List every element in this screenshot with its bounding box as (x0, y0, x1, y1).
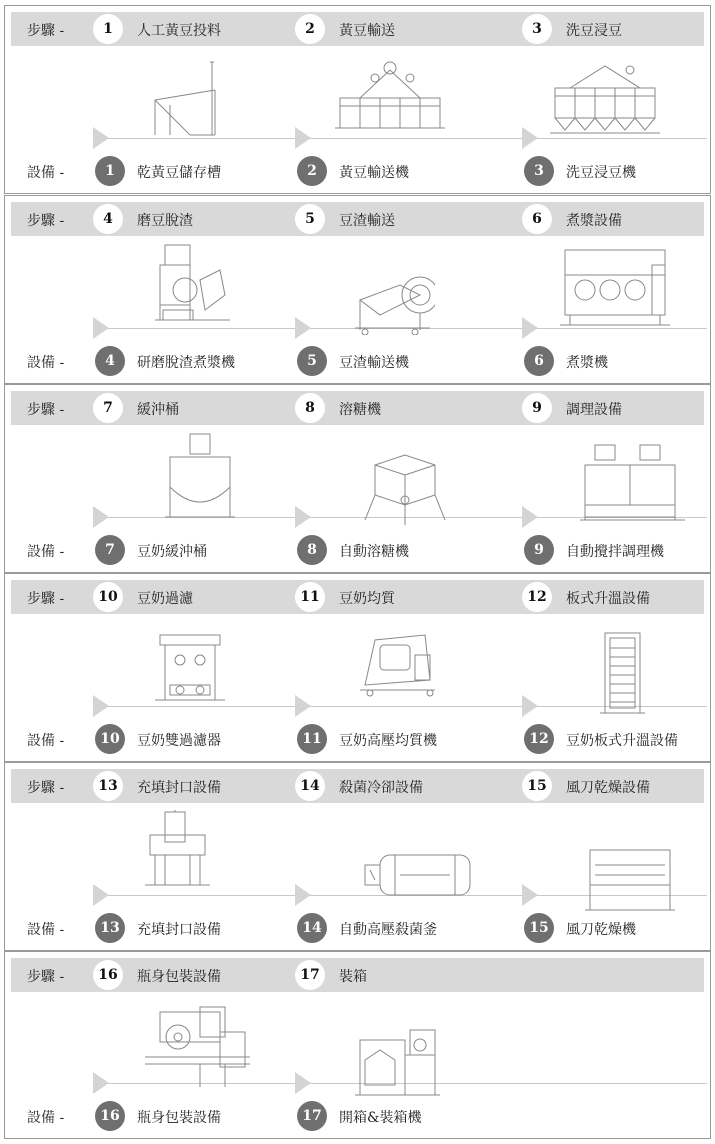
equipment-name: 豆奶板式升溫設備 (566, 733, 678, 749)
filter-icon (150, 630, 230, 705)
equipment-label: 設備 - (27, 355, 65, 371)
flow-arrow (295, 506, 311, 528)
flow-arrow (93, 317, 109, 339)
equipment-number-badge: 17 (297, 1101, 327, 1131)
flow-arrow (295, 127, 311, 149)
sugar-dissolver-icon (360, 445, 450, 530)
equipment-name: 充填封口設備 (137, 922, 221, 938)
labeler-icon (140, 1002, 255, 1092)
equipment-number-badge: 5 (297, 346, 327, 376)
equipment-name: 豆奶緩沖桶 (137, 544, 207, 560)
equipment-label: 設備 - (27, 733, 65, 749)
step-name: 風刀乾燥設備 (566, 780, 650, 796)
equipment-name: 乾黃豆儲存槽 (137, 165, 221, 181)
equipment-name: 開箱&裝箱機 (339, 1110, 422, 1126)
step-label: 步驟 - (27, 402, 65, 418)
grinder-icon (155, 240, 235, 325)
step-number-badge: 10 (93, 582, 123, 612)
equipment-name: 黃豆輸送機 (339, 165, 409, 181)
step-name: 瓶身包裝設備 (137, 969, 221, 985)
step-number-badge: 8 (295, 393, 325, 423)
step-number-badge: 7 (93, 393, 123, 423)
equipment-number-badge: 3 (524, 156, 554, 186)
equipment-number-badge: 16 (95, 1101, 125, 1131)
equipment-name: 自動高壓殺菌釜 (339, 922, 437, 938)
step-number-badge: 3 (522, 14, 552, 44)
flow-arrow (93, 1072, 109, 1094)
equipment-label: 設備 - (27, 922, 65, 938)
plate-heater-icon (590, 628, 650, 718)
equipment-name: 洗豆浸豆機 (566, 165, 636, 181)
autoclave-icon (360, 840, 475, 900)
step-number-badge: 15 (522, 771, 552, 801)
step-name: 黃豆輸送 (339, 23, 395, 39)
step-number-badge: 11 (295, 582, 325, 612)
equipment-number-badge: 6 (524, 346, 554, 376)
equipment-number-badge: 9 (524, 535, 554, 565)
flow-arrow (522, 317, 538, 339)
step-name: 煮漿設備 (566, 213, 622, 229)
step-name: 洗豆浸豆 (566, 23, 622, 39)
cooker-icon (560, 245, 675, 330)
equipment-number-badge: 1 (95, 156, 125, 186)
step-label: 步驟 - (27, 213, 65, 229)
equipment-number-badge: 13 (95, 913, 125, 943)
buffer-tank-icon (160, 432, 240, 522)
equipment-name: 豆渣輸送機 (339, 355, 409, 371)
equipment-number-badge: 2 (297, 156, 327, 186)
step-number-badge: 16 (93, 960, 123, 990)
equipment-number-badge: 4 (95, 346, 125, 376)
hopper-icon (150, 60, 225, 140)
homogenizer-icon (350, 625, 440, 700)
step-number-badge: 5 (295, 204, 325, 234)
step-name: 溶糖機 (339, 402, 381, 418)
flow-arrow (93, 884, 109, 906)
step-number-badge: 6 (522, 204, 552, 234)
mixers-icon (580, 440, 690, 525)
flow-arrow (93, 695, 109, 717)
conveyor-icon (335, 58, 445, 138)
equipment-name: 瓶身包裝設備 (137, 1110, 221, 1126)
step-name: 板式升溫設備 (566, 591, 650, 607)
equipment-number-badge: 7 (95, 535, 125, 565)
equipment-label: 設備 - (27, 544, 65, 560)
equipment-number-badge: 15 (524, 913, 554, 943)
equipment-name: 自動攪拌調理機 (566, 544, 664, 560)
equipment-label: 設備 - (27, 1110, 65, 1126)
step-name: 豆奶過濾 (137, 591, 193, 607)
equipment-name: 豆奶雙過濾器 (137, 733, 221, 749)
flow-arrow (93, 127, 109, 149)
step-name: 磨豆脫渣 (137, 213, 193, 229)
step-name: 緩沖桶 (137, 402, 179, 418)
flow-arrow (93, 506, 109, 528)
flow-arrow (295, 695, 311, 717)
step-name: 調理設備 (566, 402, 622, 418)
screw-pump-icon (350, 260, 435, 335)
step-name: 充填封口設備 (137, 780, 221, 796)
step-name: 人工黃豆投料 (137, 23, 221, 39)
step-label: 步驟 - (27, 591, 65, 607)
step-name: 裝箱 (339, 969, 367, 985)
step-number-badge: 2 (295, 14, 325, 44)
equipment-label: 設備 - (27, 165, 65, 181)
equipment-name: 風刀乾燥機 (566, 922, 636, 938)
step-number-badge: 9 (522, 393, 552, 423)
flow-arrow (295, 884, 311, 906)
step-number-badge: 14 (295, 771, 325, 801)
equipment-number-badge: 11 (297, 724, 327, 754)
equipment-name: 豆奶高壓均質機 (339, 733, 437, 749)
step-label: 步驟 - (27, 780, 65, 796)
step-number-badge: 12 (522, 582, 552, 612)
step-name: 豆奶均質 (339, 591, 395, 607)
flow-arrow (522, 695, 538, 717)
equipment-number-badge: 8 (297, 535, 327, 565)
case-packer-icon (355, 1020, 445, 1100)
step-name: 殺菌冷卻設備 (339, 780, 423, 796)
filler-icon (145, 810, 215, 890)
equipment-number-badge: 10 (95, 724, 125, 754)
equipment-number-badge: 14 (297, 913, 327, 943)
step-label: 步驟 - (27, 23, 65, 39)
step-label: 步驟 - (27, 969, 65, 985)
soak-tanks-icon (550, 58, 665, 138)
step-number-badge: 1 (93, 14, 123, 44)
equipment-name: 研磨脫渣煮漿機 (137, 355, 235, 371)
equipment-name: 煮漿機 (566, 355, 608, 371)
step-number-badge: 17 (295, 960, 325, 990)
step-number-badge: 4 (93, 204, 123, 234)
step-name: 豆渣輸送 (339, 213, 395, 229)
flow-arrow (295, 317, 311, 339)
flow-arrow (522, 506, 538, 528)
flow-arrow (522, 884, 538, 906)
equipment-name: 自動溶糖機 (339, 544, 409, 560)
flow-arrow (295, 1072, 311, 1094)
air-knife-icon (580, 840, 680, 915)
flow-arrow (522, 127, 538, 149)
step-number-badge: 13 (93, 771, 123, 801)
equipment-number-badge: 12 (524, 724, 554, 754)
